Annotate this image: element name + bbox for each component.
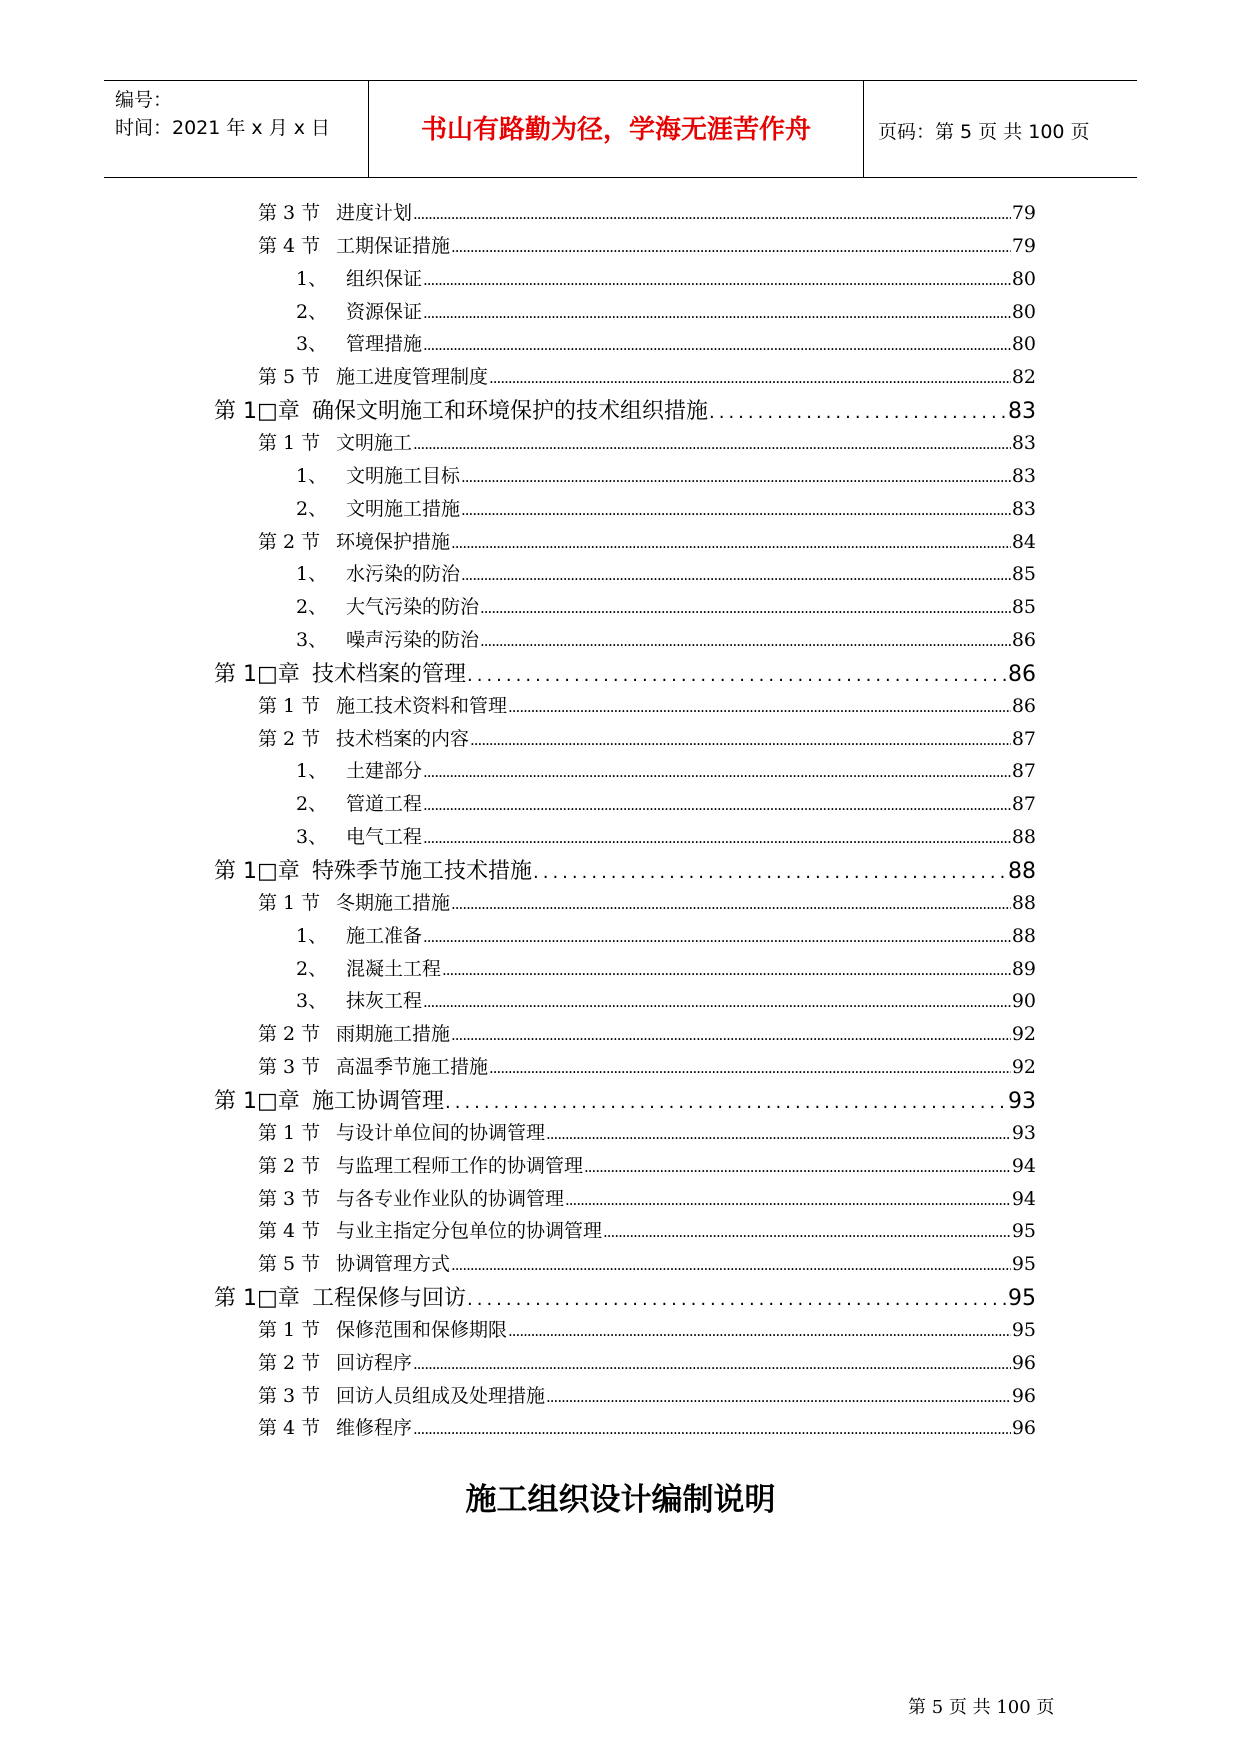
toc-entry-number: 第 3 节 — [258, 1056, 321, 1078]
toc-entry-title: 特殊季节施工技术措施 — [312, 859, 533, 884]
toc-entry-title: 技术档案的管理 — [312, 662, 467, 687]
toc-entry-sec[interactable] — [258, 726, 1036, 752]
toc-dot-leader — [489, 364, 1011, 391]
toc-entry-sec[interactable] — [258, 1317, 1036, 1343]
page-header — [104, 80, 1137, 178]
toc-entry-sec[interactable] — [258, 890, 1036, 916]
header-center-cell — [369, 81, 864, 177]
toc-dot-leader — [546, 1120, 1011, 1147]
toc-entry-title: 协调管理方式 — [336, 1253, 451, 1275]
toc-entry-sec[interactable] — [258, 1350, 1036, 1376]
toc-entry-page: 83 — [1011, 432, 1036, 454]
toc-entry-sub[interactable] — [296, 758, 1036, 784]
toc-entry-chap[interactable] — [214, 1284, 1036, 1314]
toc-entry-number: 第 1 节 — [258, 892, 321, 914]
toc-entry-number: 第 1 节 — [258, 695, 321, 717]
toc-dot-leader — [461, 496, 1011, 523]
toc-entry-title: 环境保护措施 — [336, 531, 451, 553]
toc-entry-page: 92 — [1011, 1056, 1036, 1078]
toc-entry-title: 施工技术资料和管理 — [336, 695, 508, 717]
toc-entry-page: 95 — [1011, 1253, 1036, 1275]
page-footer: 第 5 页 共 100 页 — [908, 1697, 1055, 1718]
toc-entry-sec[interactable] — [258, 1415, 1036, 1441]
toc-entry-number: 第 1 节 — [258, 432, 321, 454]
toc-entry-sec[interactable] — [258, 1251, 1036, 1277]
toc-entry-sub[interactable] — [296, 331, 1036, 357]
toc-entry-page: 83 — [1008, 399, 1036, 424]
toc-entry-title: 施工协调管理 — [312, 1089, 445, 1114]
section-title: 施工组织设计编制说明 — [465, 1482, 776, 1518]
toc-entry-chap[interactable] — [214, 660, 1036, 690]
toc-entry-sub[interactable] — [296, 594, 1036, 620]
toc-entry-number: 第 2 节 — [258, 531, 321, 553]
toc-entry-sub[interactable] — [296, 299, 1036, 325]
toc-entry-title: 工期保证措施 — [336, 235, 451, 257]
toc-entry-sec[interactable] — [258, 1054, 1036, 1080]
toc-entry-page: 85 — [1011, 563, 1036, 585]
toc-entry-page: 82 — [1011, 366, 1036, 388]
toc-entry-title: 施工进度管理制度 — [336, 366, 489, 388]
toc-dot-leader — [451, 529, 1011, 556]
toc-entry-number: 第 2 节 — [258, 1352, 321, 1374]
toc-entry-sub[interactable] — [296, 561, 1036, 587]
toc-entry-title: 文明施工目标 — [346, 465, 461, 487]
toc-entry-number: 1、 — [296, 925, 328, 947]
toc-entry-page: 90 — [1011, 990, 1036, 1012]
toc-entry-number: 第 1□章 — [214, 1286, 300, 1311]
toc-entry-number: 第 4 节 — [258, 1220, 321, 1242]
toc-dot-leader — [423, 299, 1011, 326]
toc-entry-page: 86 — [1011, 695, 1036, 717]
toc-entry-number: 第 3 节 — [258, 1188, 321, 1210]
header-right-cell — [864, 81, 1137, 177]
toc-entry-number: 第 1□章 — [214, 399, 300, 424]
toc-entry-number: 3、 — [296, 333, 328, 355]
toc-entry-title: 管理措施 — [346, 333, 423, 355]
toc-dot-leader — [423, 266, 1011, 293]
toc-dot-leader — [423, 791, 1011, 818]
toc-entry-page: 80 — [1011, 268, 1036, 290]
toc-entry-number: 2、 — [296, 596, 328, 618]
toc-entry-page: 80 — [1011, 333, 1036, 355]
toc-entry-page: 96 — [1011, 1417, 1036, 1439]
toc-entry-title: 回访程序 — [336, 1352, 413, 1374]
toc-entry-title: 资源保证 — [346, 301, 423, 323]
toc-entry-page: 83 — [1011, 465, 1036, 487]
toc-entry-title: 文明施工措施 — [346, 498, 461, 520]
toc-dot-leader — [423, 331, 1011, 358]
toc-entry-number: 2、 — [296, 793, 328, 815]
toc-entry-page: 88 — [1011, 925, 1036, 947]
toc-entry-sec[interactable] — [258, 693, 1036, 719]
toc-entry-number: 1、 — [296, 563, 328, 585]
toc-entry-number: 1、 — [296, 760, 328, 782]
toc-entry-sec[interactable] — [258, 1153, 1036, 1179]
toc-entry-sec[interactable] — [258, 233, 1036, 259]
toc-entry-page: 85 — [1011, 596, 1036, 618]
toc-entry-page: 87 — [1011, 793, 1036, 815]
toc-entry-title: 组织保证 — [346, 268, 423, 290]
document-number-label: 编号： — [115, 89, 173, 111]
toc-entry-title: 噪声污染的防治 — [346, 629, 480, 651]
toc-entry-title: 保修范围和保修期限 — [336, 1319, 508, 1341]
toc-entry-number: 第 1□章 — [214, 662, 300, 687]
toc-entry-page: 88 — [1011, 826, 1036, 848]
document-time-label: 时间：2021 年 x 月 x 日 — [115, 117, 331, 139]
toc-entry-chap[interactable] — [214, 1087, 1036, 1117]
toc-dot-leader — [565, 1186, 1011, 1213]
toc-entry-number: 第 4 节 — [258, 1417, 321, 1439]
toc-entry-sec[interactable] — [258, 1120, 1036, 1146]
toc-entry-sec[interactable] — [258, 1383, 1036, 1409]
toc-entry-page: 94 — [1011, 1155, 1036, 1177]
toc-entry-number: 3、 — [296, 990, 328, 1012]
toc-entry-number: 第 4 节 — [258, 235, 321, 257]
toc-entry-title: 工程保修与回访 — [312, 1286, 467, 1311]
toc-entry-title: 大气污染的防治 — [346, 596, 480, 618]
toc-entry-title: 电气工程 — [346, 826, 423, 848]
toc-entry-page: 96 — [1011, 1352, 1036, 1374]
toc-dot-leader — [451, 1021, 1011, 1048]
toc-dot-leader — [470, 726, 1011, 753]
toc-entry-page: 96 — [1011, 1385, 1036, 1407]
toc-entry-sub[interactable] — [296, 791, 1036, 817]
toc-entry-sub[interactable] — [296, 266, 1036, 292]
toc-entry-title: 确保文明施工和环境保护的技术组织措施 — [312, 399, 709, 424]
toc-entry-title: 技术档案的内容 — [336, 728, 470, 750]
toc-entry-page: 95 — [1008, 1286, 1036, 1311]
toc-entry-page: 93 — [1008, 1089, 1036, 1114]
toc-dot-leader — [451, 233, 1011, 260]
toc-entry-page: 83 — [1011, 498, 1036, 520]
toc-dot-leader — [508, 1317, 1011, 1344]
toc-entry-title: 管道工程 — [346, 793, 423, 815]
toc-dot-leader — [489, 1054, 1011, 1081]
toc-entry-sec[interactable] — [258, 529, 1036, 555]
toc-entry-sub[interactable] — [296, 824, 1036, 850]
toc-entry-title: 与监理工程师工作的协调管理 — [336, 1155, 584, 1177]
toc-entry-number: 1、 — [296, 268, 328, 290]
toc-dot-leader — [546, 1383, 1011, 1410]
toc-dot-leader — [423, 923, 1011, 950]
toc-entry-page: 79 — [1011, 202, 1036, 224]
toc-dot-leader — [413, 1350, 1011, 1377]
header-left-cell — [104, 81, 369, 177]
toc-dot-leader — [461, 463, 1011, 490]
toc-entry-title: 抹灰工程 — [346, 990, 423, 1012]
toc-entry-sub[interactable] — [296, 956, 1036, 982]
toc-entry-number: 第 2 节 — [258, 1155, 321, 1177]
toc-entry-title: 回访人员组成及处理措施 — [336, 1385, 546, 1407]
toc-entry-number: 第 3 节 — [258, 1385, 321, 1407]
toc-entry-number: 2、 — [296, 301, 328, 323]
toc-entry-title: 进度计划 — [336, 202, 413, 224]
toc-entry-page: 92 — [1011, 1023, 1036, 1045]
toc-entry-title: 与设计单位间的协调管理 — [336, 1122, 546, 1144]
toc-entry-title: 与各专业作业队的协调管理 — [336, 1188, 565, 1210]
toc-entry-sub[interactable] — [296, 923, 1036, 949]
toc-dot-leader — [451, 890, 1011, 917]
toc-entry-chap[interactable] — [214, 857, 1036, 887]
toc-entry-title: 施工准备 — [346, 925, 423, 947]
toc-dot-leader — [423, 824, 1011, 851]
toc-dot-leader — [423, 758, 1011, 785]
toc-entry-page: 94 — [1011, 1188, 1036, 1210]
toc-entry-sec[interactable] — [258, 1021, 1036, 1047]
toc-entry-page: 95 — [1011, 1319, 1036, 1341]
toc-dot-leader — [445, 1087, 1007, 1118]
toc-entry-sec[interactable] — [258, 200, 1036, 226]
toc-entry-title: 与业主指定分包单位的协调管理 — [336, 1220, 603, 1242]
toc-entry-title: 文明施工 — [336, 432, 413, 454]
toc-dot-leader — [451, 1251, 1011, 1278]
toc-entry-number: 2、 — [296, 958, 328, 980]
toc-dot-leader — [603, 1218, 1011, 1245]
toc-entry-title: 高温季节施工措施 — [336, 1056, 489, 1078]
toc-entry-sub[interactable] — [296, 496, 1036, 522]
toc-dot-leader — [508, 693, 1011, 720]
toc-entry-page: 79 — [1011, 235, 1036, 257]
toc-entry-page: 86 — [1011, 629, 1036, 651]
toc-dot-leader — [461, 561, 1011, 588]
toc-dot-leader — [584, 1153, 1011, 1180]
toc-dot-leader — [480, 594, 1011, 621]
toc-dot-leader — [467, 1284, 1007, 1315]
toc-entry-number: 第 1□章 — [214, 859, 300, 884]
toc-entry-title: 雨期施工措施 — [336, 1023, 451, 1045]
toc-entry-number: 3、 — [296, 629, 328, 651]
toc-entry-number: 第 1 节 — [258, 1122, 321, 1144]
toc-dot-leader — [423, 988, 1011, 1015]
toc-dot-leader — [413, 200, 1011, 227]
toc-entry-page: 87 — [1011, 760, 1036, 782]
toc-entry-chap[interactable] — [214, 397, 1036, 427]
header-page-info: 页码：第 5 页 共 100 页 — [878, 121, 1090, 143]
toc-entry-page: 84 — [1011, 531, 1036, 553]
toc-entry-title: 土建部分 — [346, 760, 423, 782]
toc-entry-number: 第 1□章 — [214, 1089, 300, 1114]
toc-dot-leader — [709, 397, 1007, 428]
toc-dot-leader — [467, 660, 1007, 691]
toc-entry-page: 86 — [1008, 662, 1036, 687]
toc-entry-sec[interactable] — [258, 364, 1036, 390]
toc-entry-title: 混凝土工程 — [346, 958, 442, 980]
toc-entry-page: 80 — [1011, 301, 1036, 323]
toc-entry-number: 第 2 节 — [258, 1023, 321, 1045]
toc-entry-sec[interactable] — [258, 430, 1036, 456]
toc-entry-page: 88 — [1008, 859, 1036, 884]
toc-entry-sub[interactable] — [296, 988, 1036, 1014]
toc-entry-page: 93 — [1011, 1122, 1036, 1144]
toc-entry-number: 1、 — [296, 465, 328, 487]
toc-dot-leader — [413, 430, 1011, 457]
toc-dot-leader — [442, 956, 1011, 983]
toc-dot-leader — [413, 1415, 1011, 1442]
toc-entry-page: 87 — [1011, 728, 1036, 750]
toc-entry-page: 89 — [1011, 958, 1036, 980]
toc-entry-page: 95 — [1011, 1220, 1036, 1242]
toc-entry-number: 第 2 节 — [258, 728, 321, 750]
toc-entry-sec[interactable] — [258, 1218, 1036, 1244]
toc-entry-title: 水污染的防治 — [346, 563, 461, 585]
toc-entry-sub[interactable] — [296, 463, 1036, 489]
toc-entry-page: 88 — [1011, 892, 1036, 914]
toc-entry-sec[interactable] — [258, 1186, 1036, 1212]
toc-entry-number: 3、 — [296, 826, 328, 848]
toc-dot-leader — [480, 627, 1011, 654]
toc-dot-leader — [533, 857, 1007, 888]
toc-entry-sub[interactable] — [296, 627, 1036, 653]
toc-entry-title: 维修程序 — [336, 1417, 413, 1439]
toc-entry-title: 冬期施工措施 — [336, 892, 451, 914]
toc-entry-number: 第 5 节 — [258, 1253, 321, 1275]
toc-entry-number: 第 3 节 — [258, 202, 321, 224]
toc-entry-number: 第 5 节 — [258, 366, 321, 388]
toc-entry-number: 2、 — [296, 498, 328, 520]
toc-entry-number: 第 1 节 — [258, 1319, 321, 1341]
header-motto: 书山有路勤为径，学海无涯苦作舟 — [420, 115, 811, 145]
